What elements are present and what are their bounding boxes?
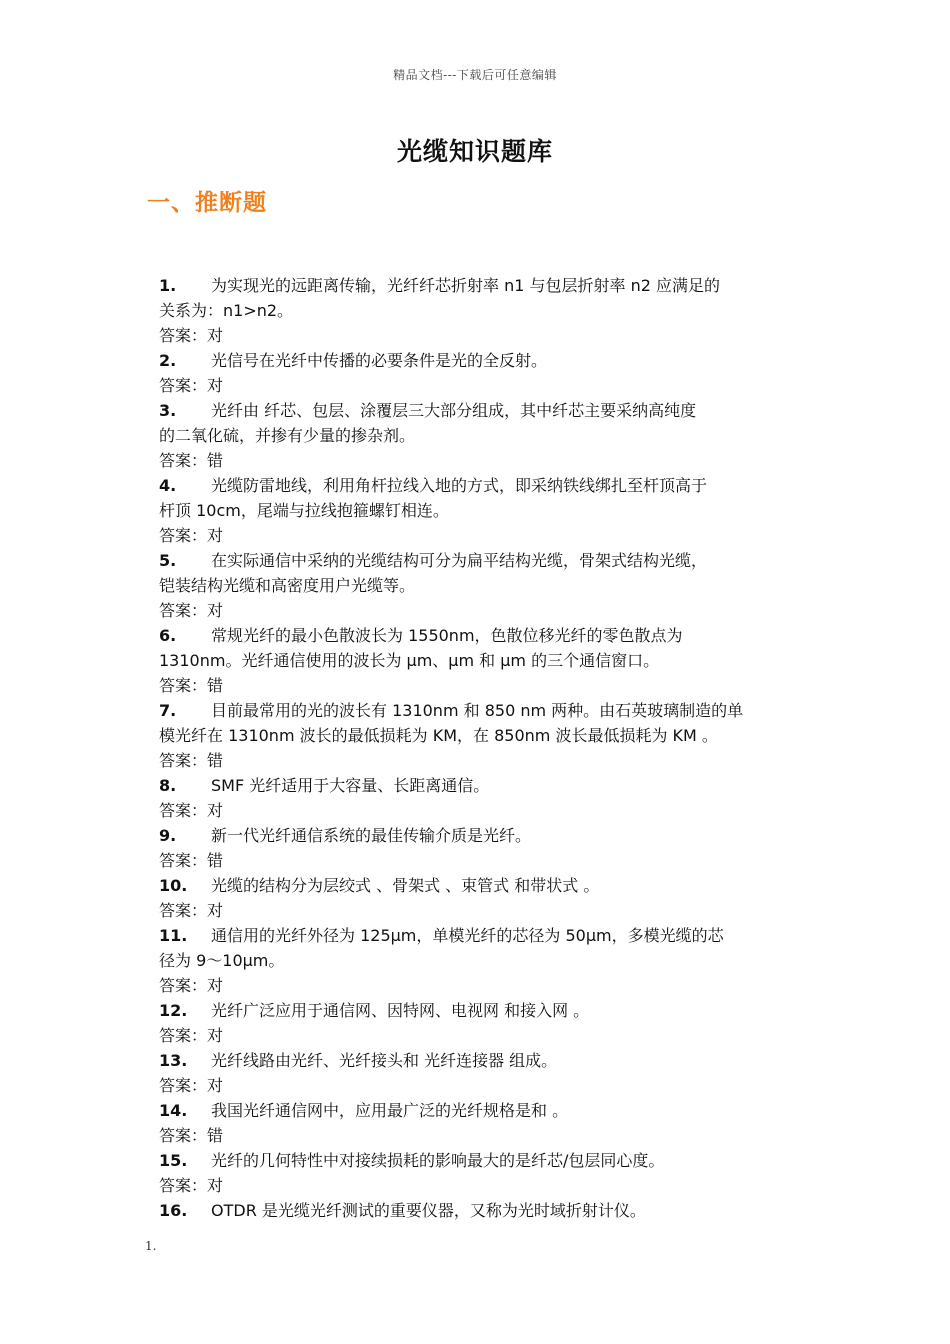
question-row	[159, 823, 809, 848]
question-text-line: OTDR 是光缆光纤测试的重要仪器，又称为光时域折射计仪。	[211, 1201, 646, 1220]
question-text	[159, 623, 809, 673]
question-text	[211, 1048, 809, 1073]
question-number: 9.	[159, 826, 177, 845]
question-text	[211, 348, 809, 373]
question-row	[159, 773, 809, 798]
question-text-line: 光纤由 纤芯、包层、涂覆层三大部分组成，其中纤芯主要采纳高纯度	[211, 401, 697, 420]
question-text-continuation: 关系为：n1>n2。	[159, 301, 294, 320]
question-item	[159, 698, 809, 773]
page-footer-marker: 1.	[145, 1239, 157, 1253]
question-item	[159, 473, 809, 548]
question-number: 16.	[159, 1201, 188, 1220]
question-text-continuation: 的二氧化硫，并掺有少量的掺杂剂。	[159, 426, 416, 445]
question-text	[211, 1198, 809, 1223]
question-text	[211, 1148, 809, 1173]
question-row	[159, 1098, 809, 1123]
question-text	[159, 398, 809, 448]
question-number: 10.	[159, 876, 188, 895]
question-number: 6.	[159, 626, 177, 645]
question-item	[159, 273, 809, 348]
question-item	[159, 1148, 809, 1198]
question-number: 2.	[159, 351, 177, 370]
question-text	[211, 773, 809, 798]
question-list	[159, 273, 809, 1223]
answer-text: 答案：对	[159, 801, 224, 820]
question-row	[159, 998, 809, 1023]
question-row	[159, 873, 809, 898]
answer-text: 答案：对	[159, 1076, 224, 1095]
question-text-line: 我国光纤通信网中，应用最广泛的光纤规格是和 。	[211, 1101, 569, 1120]
question-row	[159, 1048, 809, 1073]
question-row	[159, 1198, 809, 1223]
question-text-line: 光缆防雷地线，利用角杆拉线入地的方式，即采纳铁线绑扎至杆顶高于	[211, 476, 708, 495]
answer-text: 答案：对	[159, 1176, 224, 1195]
question-row	[159, 923, 809, 973]
question-item	[159, 873, 809, 923]
question-text	[159, 698, 809, 748]
question-item	[159, 1048, 809, 1098]
question-item	[159, 623, 809, 698]
page-header: 精品文档---下载后可任意编辑	[393, 68, 557, 82]
question-text-line: 常规光纤的最小色散波长为 1550nm，色散位移光纤的零色散点为	[211, 626, 683, 645]
answer-text: 答案：错	[159, 851, 224, 870]
question-number: 8.	[159, 776, 177, 795]
question-row	[159, 698, 809, 748]
question-row	[159, 548, 809, 598]
question-text-continuation: 铠装结构光缆和高密度用户光缆等。	[159, 576, 416, 595]
question-text	[211, 823, 809, 848]
question-row	[159, 473, 809, 523]
question-text-line: 在实际通信中采纳的光缆结构可分为扁平结构光缆，骨架式结构光缆，	[211, 551, 708, 570]
question-row	[159, 273, 809, 323]
question-text-continuation: 模光纤在 1310nm 波长的最低损耗为 KM，在 850nm 波长最低损耗为 KM 。	[159, 726, 718, 745]
answer-text: 答案：对	[159, 526, 224, 545]
question-row	[159, 1148, 809, 1173]
question-text-line: 目前最常用的光的波长有 1310nm 和 850 nm 两种。由石英玻璃制造的单	[211, 701, 744, 720]
question-text-line: SMF 光纤适用于大容量、长距离通信。	[211, 776, 490, 795]
question-text	[211, 998, 809, 1023]
question-number: 7.	[159, 701, 177, 720]
question-item	[159, 1198, 809, 1223]
question-text-line: 新一代光纤通信系统的最佳传输介质是光纤。	[211, 826, 532, 845]
answer-text: 答案：对	[159, 1026, 224, 1045]
question-text-continuation: 杆顶 10cm，尾端与拉线抱箍螺钉相连。	[159, 501, 449, 520]
question-row	[159, 348, 809, 373]
answer-text: 答案：对	[159, 376, 224, 395]
section-heading: 一、推断题	[147, 190, 267, 216]
question-text	[159, 548, 809, 598]
answer-text: 答案：对	[159, 901, 224, 920]
answer-text: 答案：错	[159, 451, 224, 470]
answer-text: 答案：对	[159, 326, 224, 345]
question-text-line: 光纤线路由光纤、光纤接头和 光纤连接器 组成。	[211, 1051, 558, 1070]
question-row	[159, 398, 809, 448]
question-item	[159, 398, 809, 473]
question-text	[159, 273, 809, 323]
question-item	[159, 823, 809, 873]
question-item	[159, 998, 809, 1048]
question-text-continuation: 1310nm。光纤通信使用的波长为 μm、μm 和 μm 的三个通信窗口。	[159, 651, 660, 670]
question-number: 3.	[159, 401, 177, 420]
document-title: 光缆知识题库	[396, 137, 553, 166]
question-number: 5.	[159, 551, 177, 570]
answer-text: 答案：错	[159, 1126, 224, 1145]
question-text-line: 光缆的结构分为层绞式 、骨架式 、束管式 和带状式 。	[211, 876, 600, 895]
question-text-line: 光信号在光纤中传播的必要条件是光的全反射。	[211, 351, 548, 370]
question-text-line: 光纤的几何特性中对接续损耗的影响最大的是纤芯/包层同心度。	[211, 1151, 665, 1170]
question-text-line: 光纤广泛应用于通信网、因特网、电视网 和接入网 。	[211, 1001, 590, 1020]
question-number: 12.	[159, 1001, 188, 1020]
question-text	[211, 1098, 809, 1123]
answer-text: 答案：错	[159, 676, 224, 695]
answer-text: 答案：错	[159, 751, 224, 770]
answer-text: 答案：对	[159, 976, 224, 995]
question-item	[159, 348, 809, 398]
question-number: 4.	[159, 476, 177, 495]
question-number: 15.	[159, 1151, 188, 1170]
question-text-line: 为实现光的远距离传输，光纤纤芯折射率 n1 与包层折射率 n2 应满足的	[211, 276, 720, 295]
question-number: 11.	[159, 926, 188, 945]
question-item	[159, 1098, 809, 1148]
question-text	[211, 873, 809, 898]
question-text	[159, 473, 809, 523]
question-text-continuation: 径为 9～10μm。	[159, 951, 285, 970]
question-item	[159, 923, 809, 998]
question-text-line: 通信用的光纤外径为 125μm，单模光纤的芯径为 50μm，多模光缆的芯	[211, 926, 724, 945]
question-item	[159, 548, 809, 623]
question-number: 14.	[159, 1101, 188, 1120]
question-number: 13.	[159, 1051, 188, 1070]
question-item	[159, 773, 809, 823]
question-row	[159, 623, 809, 673]
answer-text: 答案：对	[159, 601, 224, 620]
question-number: 1.	[159, 276, 177, 295]
